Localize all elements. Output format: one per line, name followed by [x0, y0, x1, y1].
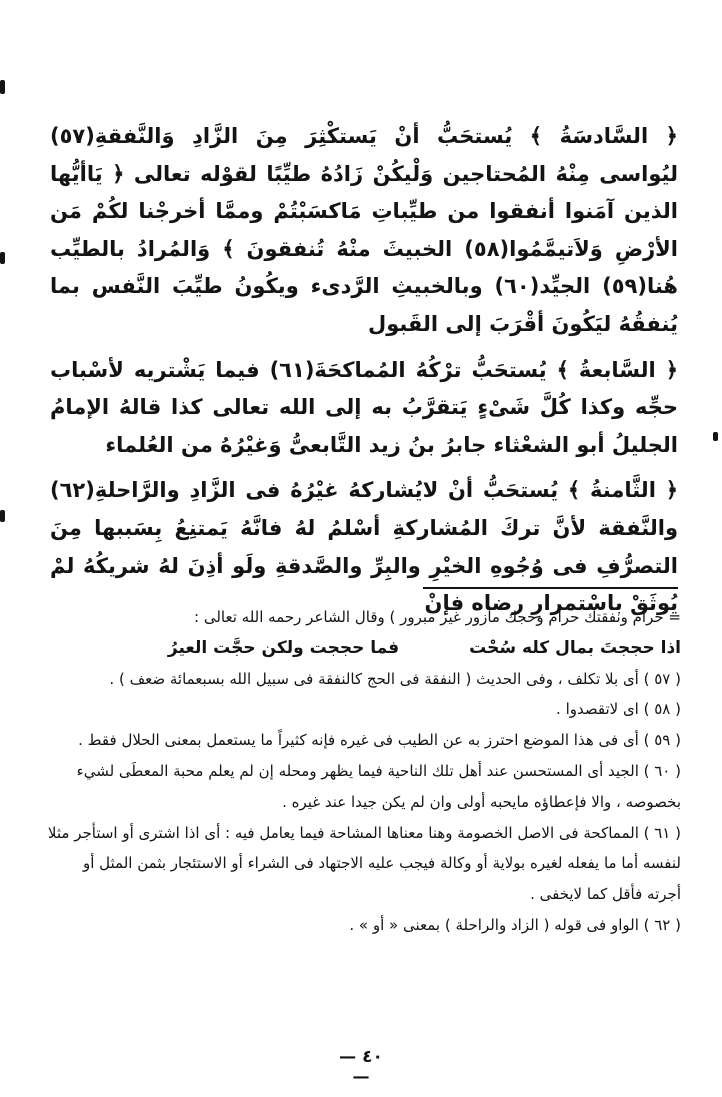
verse-gap: [399, 633, 469, 664]
poetry-verse: [45, 633, 681, 664]
main-text: [50, 118, 678, 623]
footnote-59: ( ٥٩ ) أى فى هذا الموضع احترز به عن الطيب فى غيره فإنه كثيراً ما يستعمل بمعنى الحلال فقط .: [78, 731, 681, 750]
footnote-62: ( ٦٢ ) الواو فى قوله ( الزاد والراحلة ) بمعنى « أو » .: [349, 915, 681, 934]
paragraph-eighth: ﴿ الثَّامنةُ ﴾ يُستحَبُّ أنْ لايُشاركهُ غيْرُهُ فى الزَّادِ والرَّاحلةِ(٦٢) والنَّفقة لأنَّ تركَ المُشاركةِ أسْلمُ لهُ فانَّهُ يَمتنِعُ بِسَببها مِنَ التصرُّفِ فى وُجُوهِ الخيْرِ والبِرِّ والصَّدقةِ ولَو أذِنَ لهُ شريكُهُ لمْ يُوثَقْ باسْتمرارِ رضاه فإنْ: [50, 478, 678, 616]
margin-mark-right: [713, 432, 718, 441]
footnote-60: ( ٦٠ ) الجيد أى المستحسن عند أهل تلك الناحية فيما يظهر ومحله إن لم يعلم محبة المعطَى لشيء بخصوصه ، والا فإعطاؤه مايحبه أولى وان لم يكن جيدا عند غيره .: [76, 761, 681, 811]
verse-second-hemistich: فما حججت ولكن حجَّت العيرُ: [167, 637, 400, 658]
footnote-58: ( ٥٨ ) اى لاتقصدوا .: [556, 700, 681, 719]
margin-mark-lower: [0, 510, 5, 522]
footnotes: [45, 602, 681, 941]
footnote-separator: [423, 587, 678, 589]
paragraph-sixth: ﴿ السَّادسَةُ ﴾ يُستحَبُّ أنْ يَستكْثِرَ مِنَ الزَّادِ وَالنَّفقةِ(٥٧) ليُواسى مِنْهُ المُحتاجين وَلْيكُنْ زَادُهُ طيِّبًا لقوْله تعالى ﴿ يَاأيُّها الذين آمَنوا أنفقوا من طيِّباتِ مَاكسَبْتُمْ وممَّا أخرجْنا لكُمْ مَن الأرْضِ وَلاَتيمَّمُوا(٥٨) الخبيثَ منْهُ تُنفقونَ ﴾ وَالمُرادُ بالطيِّب هُنا(٥٩) الجيِّد(٦٠) وبالخبيثِ الرَّدىء ويكُونُ طيِّبَ النَّفس بما يُنفقُهُ ليَكُونَ أقْرَبَ إلى القَبول: [50, 124, 678, 336]
paragraph-seventh: ﴿ السَّابعةُ ﴾ يُستحَبُّ ترْكُهُ المُماكحَةَ(٦١) فيما يَشْتريه لأسْباب حجِّه وكذا كُلَّ شَىْءٍ يَتقرَّبُ به إلى الله تعالى كذا قالهُ الإمامُ الجليلُ أبو الشعْثاء جابرُ بنُ زيد التَّابعىُّ وَغيْرُهُ من العُلماء: [50, 357, 678, 457]
page-number: — ٤٠ —: [339, 1047, 383, 1087]
footnote-continuation: = حرام ونفقتك حرام وحجك مأزور غير مبرور ) وقال الشاعر رحمه الله تعالى :: [194, 608, 681, 626]
footnote-57: ( ٥٧ ) أى بلا تكلف ، وفى الحديث ( النفقة فى الحج كالنفقة فى سبيل الله بسبعمائة ضعف ) .: [109, 669, 681, 688]
footnote-61: ( ٦١ ) المماكحة فى الاصل الخصومة وهنا معناها المشاحة فيما يعامل فيه : أى اذا اشترى أو استأجر مثلا لنفسه أما ما يفعله لغيره بولاية أو وكالة فيجب عليه الاجتهاد فى الشراء أو الاستئجار بثمن المثل أو أجرته فأقل كما لايخفى .: [47, 823, 681, 904]
verse-first-hemistich: اذا حججتَ بمال كله سُحْت: [469, 637, 681, 658]
margin-mark-top: [0, 80, 5, 94]
margin-mark-middle: [0, 252, 5, 264]
